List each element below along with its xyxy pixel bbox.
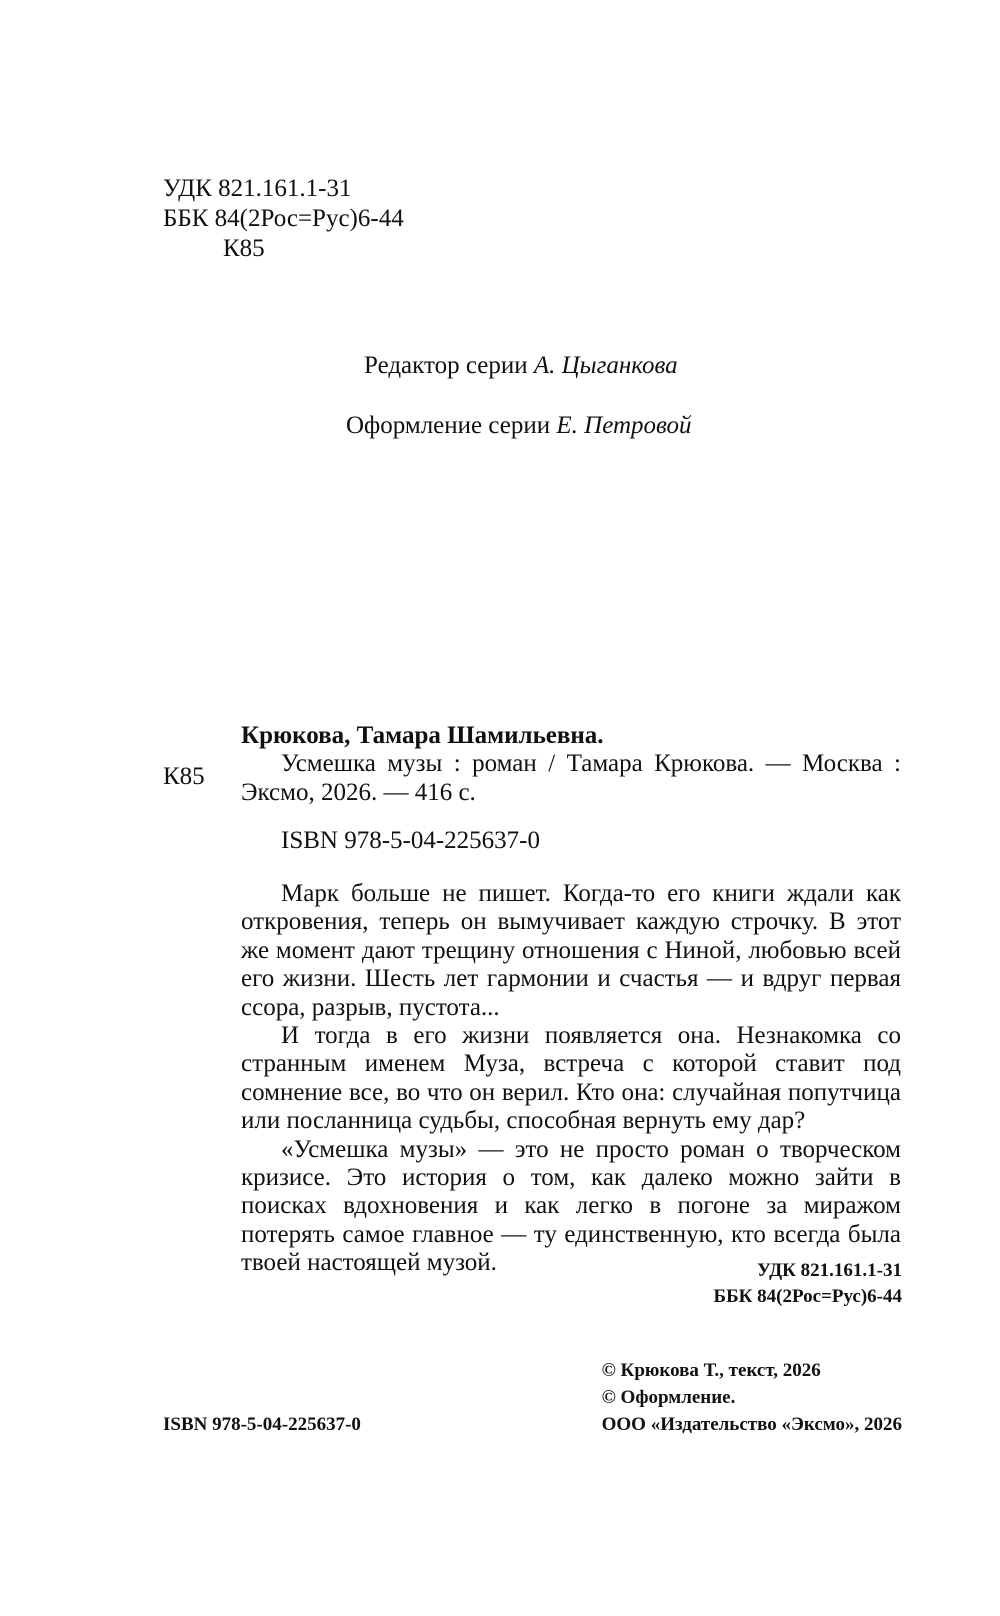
author-sign: К85 bbox=[223, 235, 265, 262]
bibliographic-description: Усмешка музы : роман / Тамара Крюкова. — Москва : Эксмо, 2026. — 416 с. bbox=[241, 750, 901, 806]
margin-author-sign: К85 bbox=[163, 763, 205, 790]
annotation-paragraph: И тогда в его жизни появляется она. Незнакомка со странным именем Муза, встреча с которой ставит под сомнение все, во что он верил. Кто она: случайная попутчица или посланница судьбы, способная вернуть ему дар? bbox=[241, 1022, 901, 1135]
bbk-code: ББК 84(2Рос=Рус)6-44 bbox=[163, 205, 404, 232]
udk-code-bottom: УДК 821.161.1-31 bbox=[757, 1260, 902, 1281]
series-design-credit bbox=[346, 411, 692, 441]
bibliographic-entry bbox=[241, 722, 901, 807]
copyright-text: © Крюкова Т., текст, 2026 bbox=[601, 1360, 821, 1381]
copyright-publisher: ООО «Издательство «Эксмо», 2026 bbox=[601, 1414, 902, 1435]
copyright-block bbox=[602, 1357, 902, 1438]
annotation bbox=[241, 880, 901, 1278]
author-heading: Крюкова, Тамара Шамильевна. bbox=[241, 722, 604, 749]
series-editor-name: А. Цыганкова bbox=[533, 352, 678, 379]
classification-codes-top bbox=[163, 174, 404, 264]
series-editor-credit bbox=[364, 351, 678, 381]
series-design-name: Е. Петровой bbox=[556, 412, 692, 439]
isbn-bottom: ISBN 978-5-04-225637-0 bbox=[163, 1414, 361, 1435]
annotation-paragraph: Марк больше не пишет. Когда-то его книги ждали как откровения, теперь он вымучивает каждую строчку. В этот же момент дают трещину отношения с Ниной, любовью всей его жизни. Шесть лет гармонии и счастья — и вдруг первая ссора, разрыв, пустота... bbox=[241, 880, 901, 1021]
series-design-role: Оформление серии bbox=[346, 412, 557, 439]
udk-code: УДК 821.161.1-31 bbox=[163, 175, 352, 202]
annotation-paragraph: «Усмешка музы» — это не просто роман о творческом кризисе. Это история о том, как далеко можно зайти в поисках вдохновения и как легко в погоне за миражом потерять самое главное — ту единственную, кто всегда была твоей настоящей музой. bbox=[241, 1135, 901, 1277]
entry-isbn: ISBN 978-5-04-225637-0 bbox=[281, 827, 541, 854]
copyright-design: © Оформление. bbox=[601, 1387, 736, 1408]
bbk-code-bottom: ББК 84(2Рос=Рус)6-44 bbox=[713, 1286, 902, 1307]
classification-codes-bottom bbox=[714, 1258, 902, 1310]
series-editor-role: Редактор серии bbox=[364, 352, 534, 379]
